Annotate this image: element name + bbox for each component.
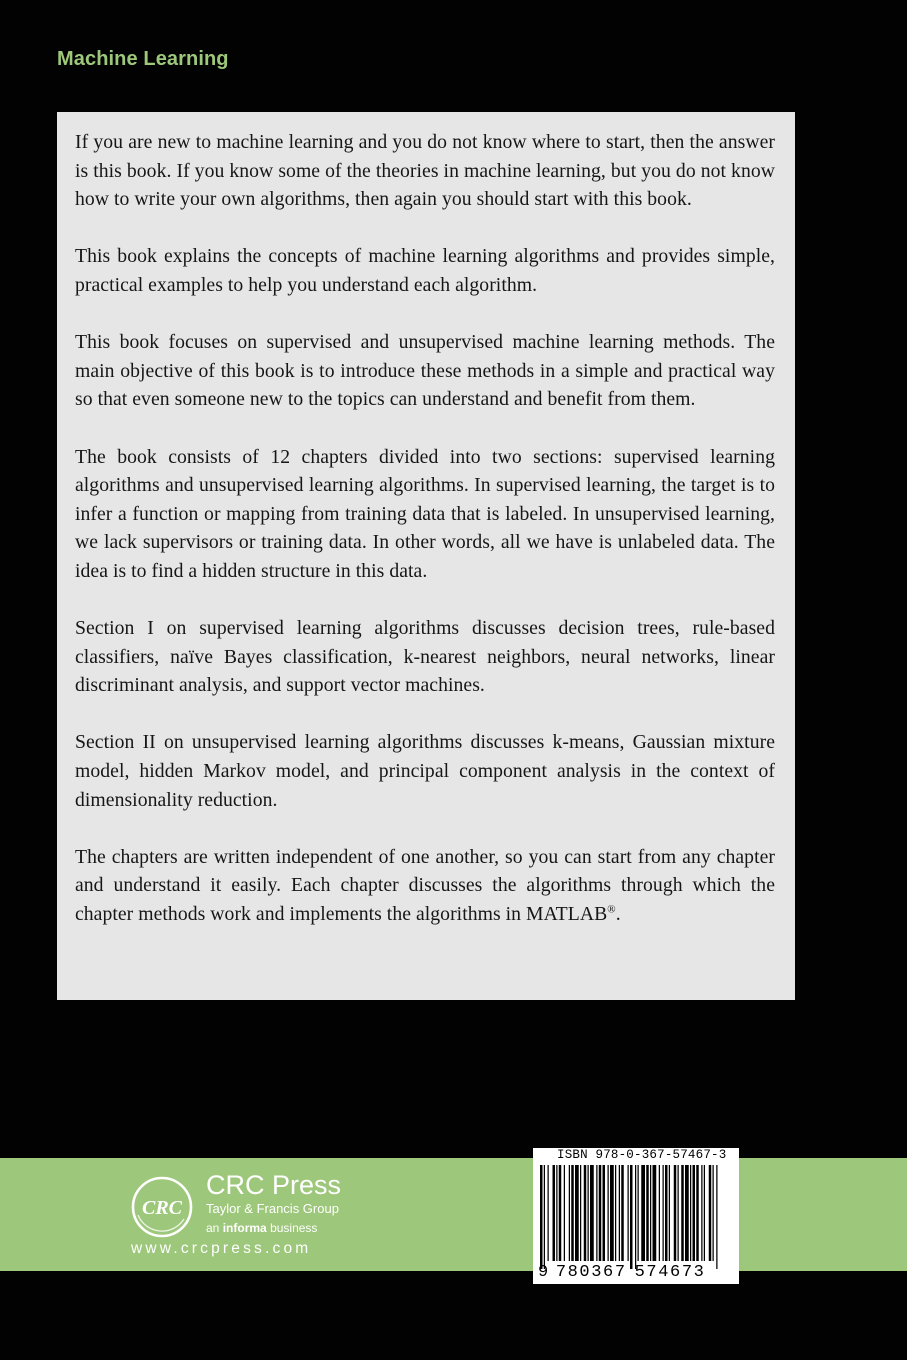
barcode-bar <box>669 1165 670 1261</box>
barcode-bar <box>665 1165 668 1261</box>
barcode-bar <box>556 1165 557 1261</box>
barcode-bar <box>704 1165 705 1261</box>
barcode-bar <box>713 1165 714 1261</box>
publisher-url: www.crcpress.com <box>131 1240 312 1257</box>
barcode-bar <box>635 1165 636 1269</box>
barcode-bar <box>716 1165 717 1269</box>
barcode-bar <box>641 1165 645 1261</box>
barcode-bar <box>653 1165 657 1261</box>
barcode-bar <box>603 1165 606 1261</box>
blurb-paragraph-6: Section II on unsupervised learning algorithms discusses k-means, Gaussian mixture model, hidden Markov model, and principal component analysis in the context of dimensionality reduction. <box>75 731 775 811</box>
barcode-digits <box>538 1264 705 1282</box>
blurb-paragraph-3: This book focuses on supervised and unsupervised machine learning methods. The main objective of this book is to introduce these methods in a simple and practical way so that even someone new to the topics can understand and benefit from them. <box>75 331 775 411</box>
barcode-bar <box>615 1165 616 1261</box>
barcode-first-digit: 9 <box>538 1263 550 1282</box>
crc-logo-text: CRC <box>141 1197 183 1219</box>
barcode-bar <box>638 1165 639 1261</box>
barcode-bar <box>590 1165 594 1261</box>
barcode-bar <box>696 1165 699 1261</box>
barcode-bar <box>584 1165 587 1261</box>
barcode-bar <box>548 1165 549 1261</box>
barcode-bar <box>693 1165 696 1261</box>
blurb-paragraph-7 <box>75 843 775 929</box>
barcode-bar <box>610 1165 614 1261</box>
publisher-name: CRC Press <box>206 1170 342 1200</box>
informa-prefix: an <box>206 1221 220 1235</box>
barcode-bar <box>571 1165 574 1261</box>
informa-suffix: business <box>270 1221 318 1235</box>
barcode-bar <box>701 1165 702 1261</box>
barcode-bar <box>540 1165 543 1269</box>
barcode-bar <box>553 1165 556 1261</box>
back-cover-blurb <box>57 112 795 1000</box>
barcode-bar <box>663 1165 664 1261</box>
barcode-bar <box>659 1165 660 1261</box>
barcode-bar <box>681 1165 684 1261</box>
informa-bold: informa <box>222 1221 267 1235</box>
barcode-bar <box>621 1165 624 1261</box>
barcode-bar <box>564 1165 565 1261</box>
registered-mark: ® <box>607 903 616 916</box>
blurb-paragraph-2: This book explains the concepts of machine learning algorithms and provides simple, practical examples to help you understand each algorithm. <box>75 245 775 296</box>
barcode-bar <box>646 1165 649 1261</box>
blurb-paragraph-4: The book consists of 12 chapters divided into two sections: supervised learning algorithms and unsupervised learning algorithms. In supervised learning, the target is to infer a function or mapping from training data that is labeled. In unsupervised learning, we lack supervisors or training data. In other words, all we have is unlabeled data. The idea is to find a hidden structure in this data. <box>75 445 775 582</box>
barcode-bar <box>628 1165 629 1261</box>
publisher-informa <box>206 1221 317 1235</box>
barcode-bar <box>580 1165 581 1261</box>
barcode-bar <box>575 1165 579 1261</box>
barcode-bar <box>619 1165 620 1261</box>
barcode-bar <box>674 1165 677 1261</box>
barcode-bar <box>588 1165 589 1261</box>
barcode-bar <box>596 1165 597 1261</box>
barcode-left-digits: 780367 <box>555 1263 627 1282</box>
blurb-paragraph-7-text: The chapters are written independent of one another, so you can start from any chapter and understand it easily. Each chapter discusses the algorithms through which the chapter methods work and implements the algorithms in MATLAB <box>75 845 775 926</box>
publisher-group: Taylor & Francis Group <box>206 1201 339 1216</box>
barcode-bar <box>685 1165 689 1261</box>
barcode-icon <box>536 1165 736 1271</box>
series-title: Machine Learning <box>57 48 229 70</box>
barcode-bar <box>630 1165 633 1269</box>
barcode-bar <box>559 1165 562 1261</box>
barcode-bar <box>690 1165 691 1261</box>
barcode-bar <box>599 1165 602 1261</box>
barcode-right-digits: 574673 <box>634 1263 706 1282</box>
blurb-paragraph-5: Section I on supervised learning algorithms discusses decision trees, rule-based classifiers, naïve Bayes classification, k-nearest neighbors, neural networks, linear discriminant analysis, and support vector machines. <box>75 617 775 697</box>
blurb-paragraph-1: If you are new to machine learning and you do not know where to start, then the answer is this book. If you know some of the theories in machine learning, but you do not know how to write your own algorithms, then again you should start with this book. <box>75 131 775 211</box>
crc-logo-icon <box>130 1175 194 1239</box>
barcode-bar <box>608 1165 609 1261</box>
barcode-bar <box>678 1165 679 1261</box>
barcode-bar <box>569 1165 570 1261</box>
barcode-bar <box>650 1165 651 1261</box>
barcode-bar <box>544 1165 545 1269</box>
blurb-paragraph-7-end: . <box>615 903 621 926</box>
barcode-bar <box>709 1165 712 1261</box>
isbn-label: ISBN 978-0-367-57467-3 <box>557 1148 727 1162</box>
